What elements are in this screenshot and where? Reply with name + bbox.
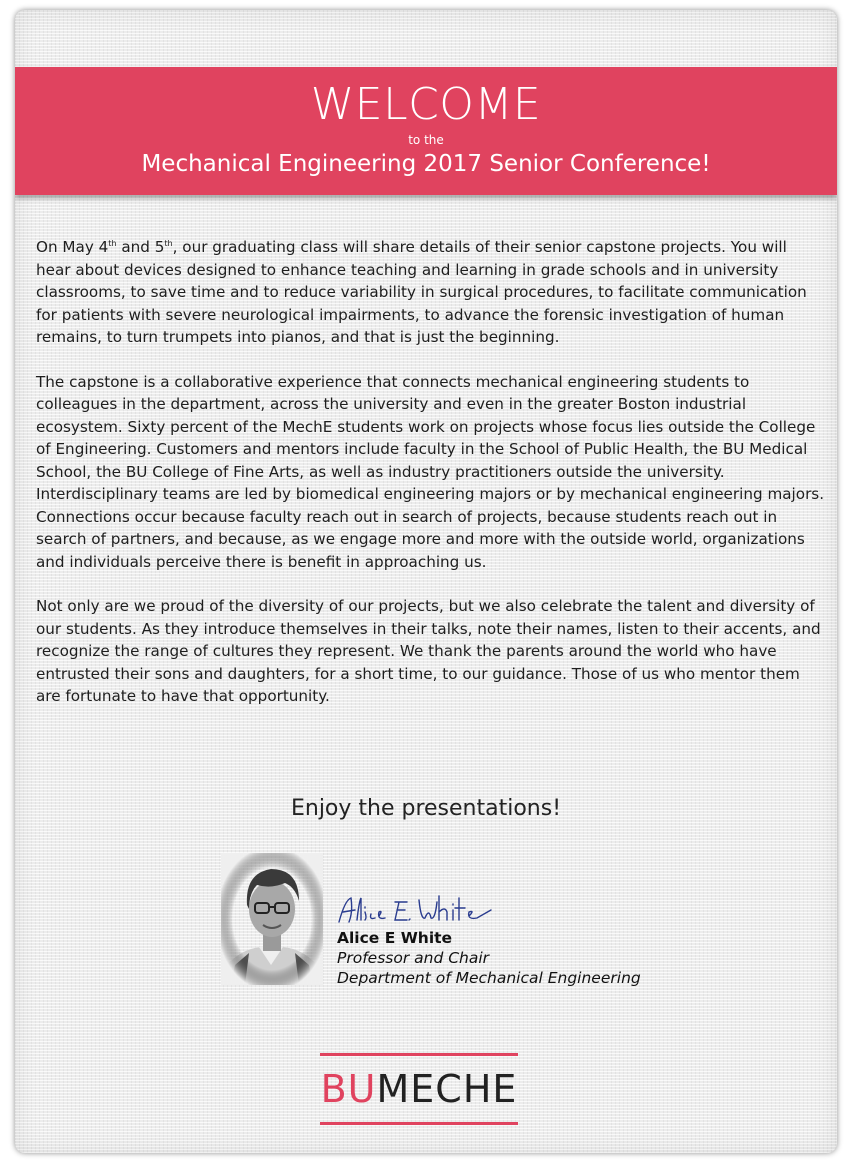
banner-subtitle: to the — [408, 133, 444, 147]
signatory-department: Department of Mechanical Engineering — [337, 969, 641, 987]
closing-line: Enjoy the presentations! — [290, 796, 562, 821]
bu-meche-logo — [320, 1053, 518, 1125]
logo-bu: BU — [320, 1067, 377, 1111]
paragraph-capstone: The capstone is a collaborative experience that connects mechanical engineering students to colleagues in the department, across the university and even in the greater Boston industrial ecosystem. Sixty percent of the MechE students work on projects whose focus lies outside the College of Engineering. Customers and mentors include faculty in the School of Public Health, the BU Medical School, the BU College of Fine Arts, as well as industry practitioners outside the university. Interdisciplinary teams are led by biomedical engineering majors or by mechanical engineering majors. Connections occur because faculty reach out in search of projects, because students reach out in search of partners, and because, as we engage more and more with the outside world, organizations and individuals perceive there is benefit in approaching us. — [36, 372, 825, 571]
logo-meche: MECHE — [376, 1067, 518, 1111]
logo-wordmark — [320, 1067, 518, 1111]
handwritten-signature — [335, 890, 495, 928]
banner-event-name: Mechanical Engineering 2017 Senior Conference! — [141, 151, 711, 177]
signatory-name: Alice E White — [337, 929, 453, 947]
banner-title: WELCOME — [310, 79, 542, 130]
paragraph-intro: On May 4th and 5th, our graduating class will share details of their senior capstone projects. You will hear about devices designed to enhance teaching and learning in grade schools and in university classrooms, to save time and to reduce variability in surgical procedures, to facilitate communication for patients with severe neurological impairments, to advance the forensic investigation of human remains, to turn trumpets into pianos, and that is just the beginning. — [36, 238, 807, 346]
logo-rule-top — [320, 1053, 518, 1056]
logo-rule-bottom — [320, 1122, 518, 1125]
signatory-title: Professor and Chair — [337, 949, 490, 967]
welcome-banner — [15, 67, 837, 195]
letter-body — [36, 236, 826, 730]
welcome-letter — [15, 10, 837, 1153]
portrait-photo — [221, 853, 323, 985]
signature-block — [337, 928, 641, 988]
paragraph-diversity: Not only are we proud of the diversity of our projects, but we also celebrate the talent and diversity of our students. As they introduce themselves in their talks, note their names, listen to their accents, and recognize the range of cultures they represent. We thank the parents around the world who have entrusted their sons and daughters, for a short time, to our guidance. Those of us who mentor them are fortunate to have that opportunity. — [36, 597, 821, 705]
